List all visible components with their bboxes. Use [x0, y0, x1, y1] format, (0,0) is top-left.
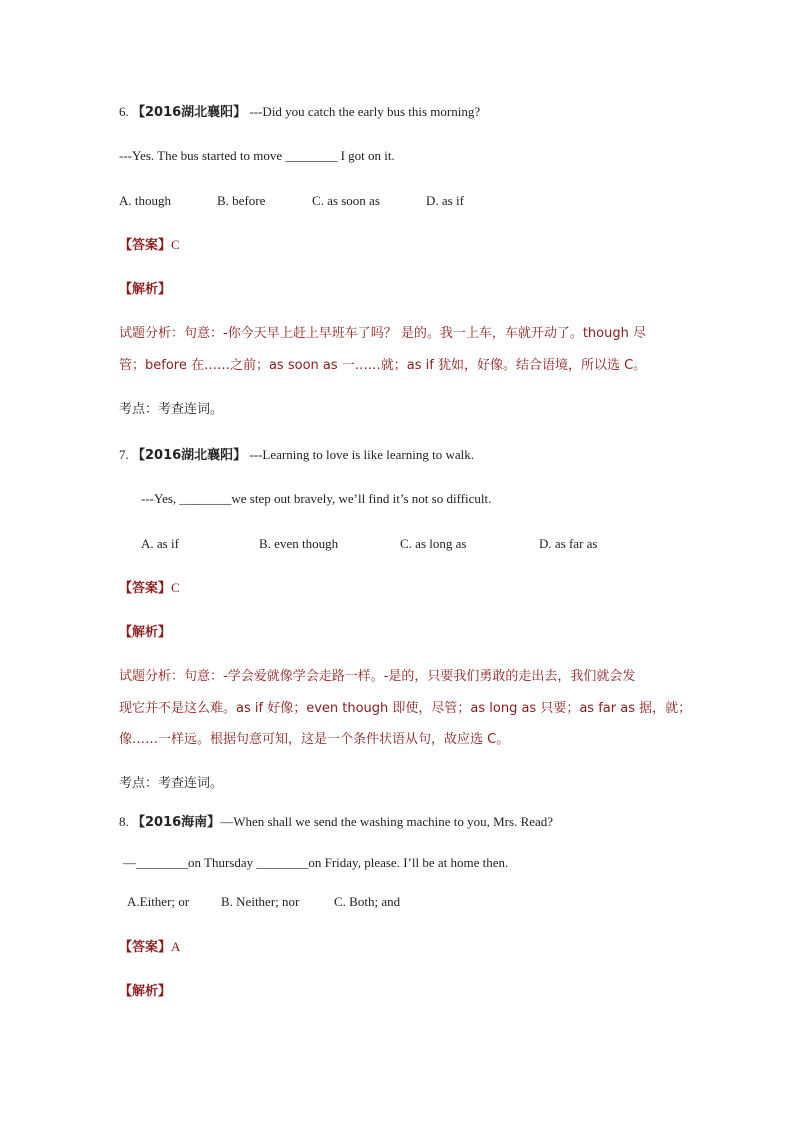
question-8-stem: [119, 813, 553, 832]
option-d: D. as far as: [539, 536, 598, 551]
option-a: A. as if: [141, 536, 179, 551]
option-b: B. Neither; nor: [221, 894, 300, 909]
option-a: A.Either; or: [127, 894, 190, 909]
question-7-stem: [119, 446, 474, 465]
answer-value: C: [171, 237, 180, 252]
option-c: C. as long as: [400, 536, 467, 551]
question-prompt: ---Did you catch the early bus this morning?: [249, 104, 481, 119]
question-6-kaodian: 考点：考查连词。: [119, 402, 224, 417]
question-8-analysis-label: 【解析】: [119, 984, 172, 999]
answer-label: 【答案】: [119, 940, 172, 955]
question-source-tag: 【2016湖北襄阳】: [132, 105, 247, 120]
option-b: B. before: [217, 193, 266, 208]
question-7-analysis-line-3: 像……一样远。根据句意可知，这是一个条件状语从句，故应选 C。: [119, 732, 510, 747]
question-7-reply: ---Yes, ________we step out bravely, we’ll find it’s not so difficult.: [141, 491, 492, 506]
question-6-reply: ---Yes. The bus started to move ________ I got on it.: [119, 148, 395, 163]
question-8-reply: —________on Thursday ________on Friday, please. I’ll be at home then.: [123, 855, 509, 870]
question-number: 7.: [119, 447, 129, 462]
option-d: D. as if: [426, 193, 464, 208]
question-6-stem: [119, 103, 480, 122]
option-c: C. Both; and: [334, 894, 401, 909]
option-a: A. though: [119, 193, 171, 208]
question-7-kaodian: 考点：考查连词。: [119, 776, 224, 791]
answer-value: C: [171, 580, 180, 595]
question-7-answer: [119, 579, 180, 598]
question-7-analysis-line-1: 试题分析：句意：-学会爱就像学会走路一样。-是的，只要我们勇敢的走出去，我们就会发: [119, 669, 636, 684]
answer-label: 【答案】: [119, 238, 172, 253]
question-source-tag: 【2016海南】: [132, 815, 221, 830]
option-c: C. as soon as: [312, 193, 380, 208]
question-8-answer: [119, 938, 180, 957]
answer-value: A: [171, 939, 181, 954]
question-6-analysis-label: 【解析】: [119, 282, 172, 297]
question-6-analysis-line-2: 管；before 在……之前；as soon as 一……就；as if 犹如，好像。结合语境，所以选 C。: [119, 358, 647, 373]
question-source-tag: 【2016湖北襄阳】: [132, 448, 247, 463]
option-b: B. even though: [259, 536, 339, 551]
answer-label: 【答案】: [119, 581, 172, 596]
question-6-answer: [119, 236, 180, 255]
question-7-analysis-label: 【解析】: [119, 625, 172, 640]
question-number: 8.: [119, 814, 129, 829]
question-6-analysis-line-1: 试题分析：句意：-你今天早上赶上早班车了吗？ 是的。我一上车，车就开动了。though 尽: [119, 326, 646, 341]
question-prompt: —When shall we send the washing machine to you, Mrs. Read?: [220, 814, 554, 829]
question-prompt: ---Learning to love is like learning to walk.: [249, 447, 474, 462]
question-number: 6.: [119, 104, 129, 119]
question-7-analysis-line-2: 现它并不是这么难。as if 好像；even though 即使，尽管；as long as 只要；as far as 据，就；: [119, 701, 692, 716]
